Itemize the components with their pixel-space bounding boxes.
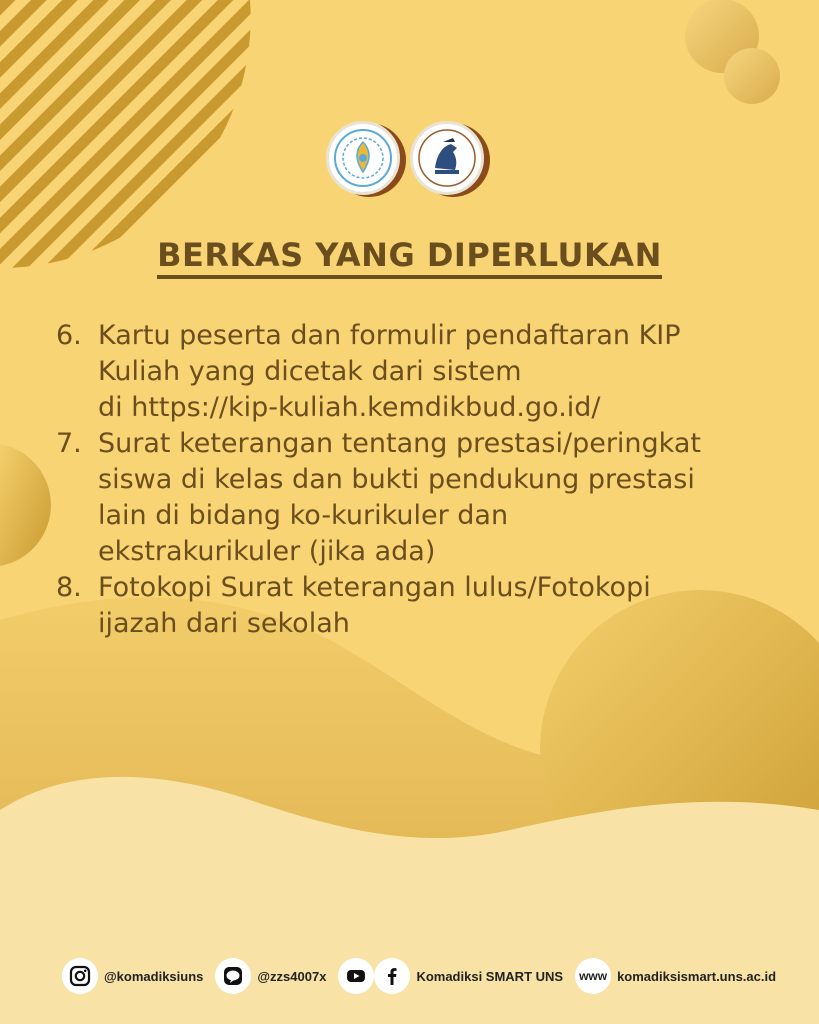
komadiksi-smart-logo-icon (410, 121, 484, 195)
list-item-number: 6. (56, 320, 82, 351)
list-item (56, 426, 796, 570)
line-icon[interactable] (215, 958, 251, 994)
list-item (56, 570, 796, 642)
list-item-line: siswa di kelas dan bukti pendukung prestasi (98, 464, 695, 495)
list-item-line: ijazah dari sekolah (98, 608, 350, 639)
list-item (56, 318, 796, 426)
facebook-handle[interactable]: Komadiksi SMART UNS (416, 968, 564, 984)
requirements-list (56, 318, 796, 642)
instagram-handle[interactable]: @komadiksiuns (104, 968, 204, 984)
list-item-line: ekstrakurikuler (jika ada) (98, 536, 436, 567)
youtube-icon[interactable] (338, 958, 374, 994)
website-url[interactable]: komadiksismart.uns.ac.id (617, 968, 777, 984)
page-title: BERKAS YANG DIPERLUKAN (0, 236, 819, 274)
logos-group (326, 121, 496, 199)
list-item-number: 8. (56, 572, 82, 603)
list-item-text (98, 426, 796, 570)
list-item-line: Kuliah yang dicetak dari sistem (98, 356, 522, 387)
website-icon[interactable] (575, 958, 611, 994)
list-item-text (98, 570, 796, 642)
uns-emblem-icon (326, 121, 400, 195)
instagram-icon[interactable] (62, 958, 98, 994)
www-label: www (579, 969, 608, 983)
list-item-line: Fotokopi Surat keterangan lulus/Fotokopi (98, 572, 651, 603)
list-item-line: lain di bidang ko-kurikuler dan (98, 500, 509, 531)
list-item-line: Kartu peserta dan formulir pendaftaran KIP (98, 320, 681, 351)
list-item-line: di https://kip-kuliah.kemdikbud.go.id/ (98, 392, 601, 423)
line-handle[interactable]: @zzs4007x (257, 968, 327, 984)
social-footer (62, 957, 777, 995)
list-item-text (98, 318, 796, 426)
facebook-icon[interactable] (374, 958, 410, 994)
list-item-line: Surat keterangan tentang prestasi/peringkat (98, 428, 701, 459)
list-item-number: 7. (56, 428, 82, 459)
